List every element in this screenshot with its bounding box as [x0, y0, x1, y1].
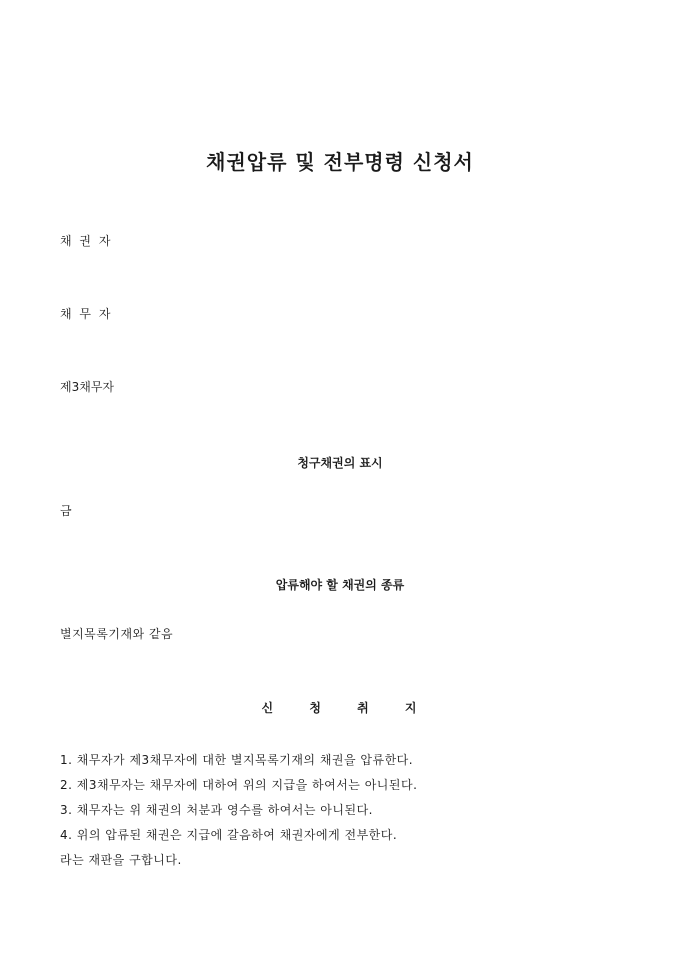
third-debtor-label: 제3채무자: [60, 380, 115, 394]
document-title: 채권압류 및 전부명령 신청서: [206, 150, 474, 174]
purpose-item: 1. 채무자가 제3채무자에 대한 별지목록기재의 채권을 압류한다.: [60, 753, 414, 767]
creditor-label: 채 권 자: [60, 234, 113, 248]
claim-amount-label: 금: [60, 504, 72, 518]
purpose-section-heading: 신 청 취 지: [261, 701, 419, 715]
seized-claim-description: 별지목록기재와 같음: [60, 627, 174, 641]
seized-claim-section-heading: 압류해야 할 채권의 종류: [275, 578, 405, 592]
purpose-closing: 라는 재판을 구합니다.: [60, 853, 182, 867]
purpose-item: 3. 채무자는 위 채권의 처분과 영수를 하여서는 아니된다.: [60, 803, 373, 817]
purpose-item: 2. 제3채무자는 채무자에 대하여 위의 지급을 하여서는 아니된다.: [60, 778, 418, 792]
debtor-label: 채 무 자: [60, 307, 113, 321]
claim-section-heading: 청구채권의 표시: [297, 456, 383, 470]
purpose-list: [60, 748, 417, 873]
purpose-item: 4. 위의 압류된 채권은 지급에 갈음하여 채권자에게 전부한다.: [60, 828, 398, 842]
